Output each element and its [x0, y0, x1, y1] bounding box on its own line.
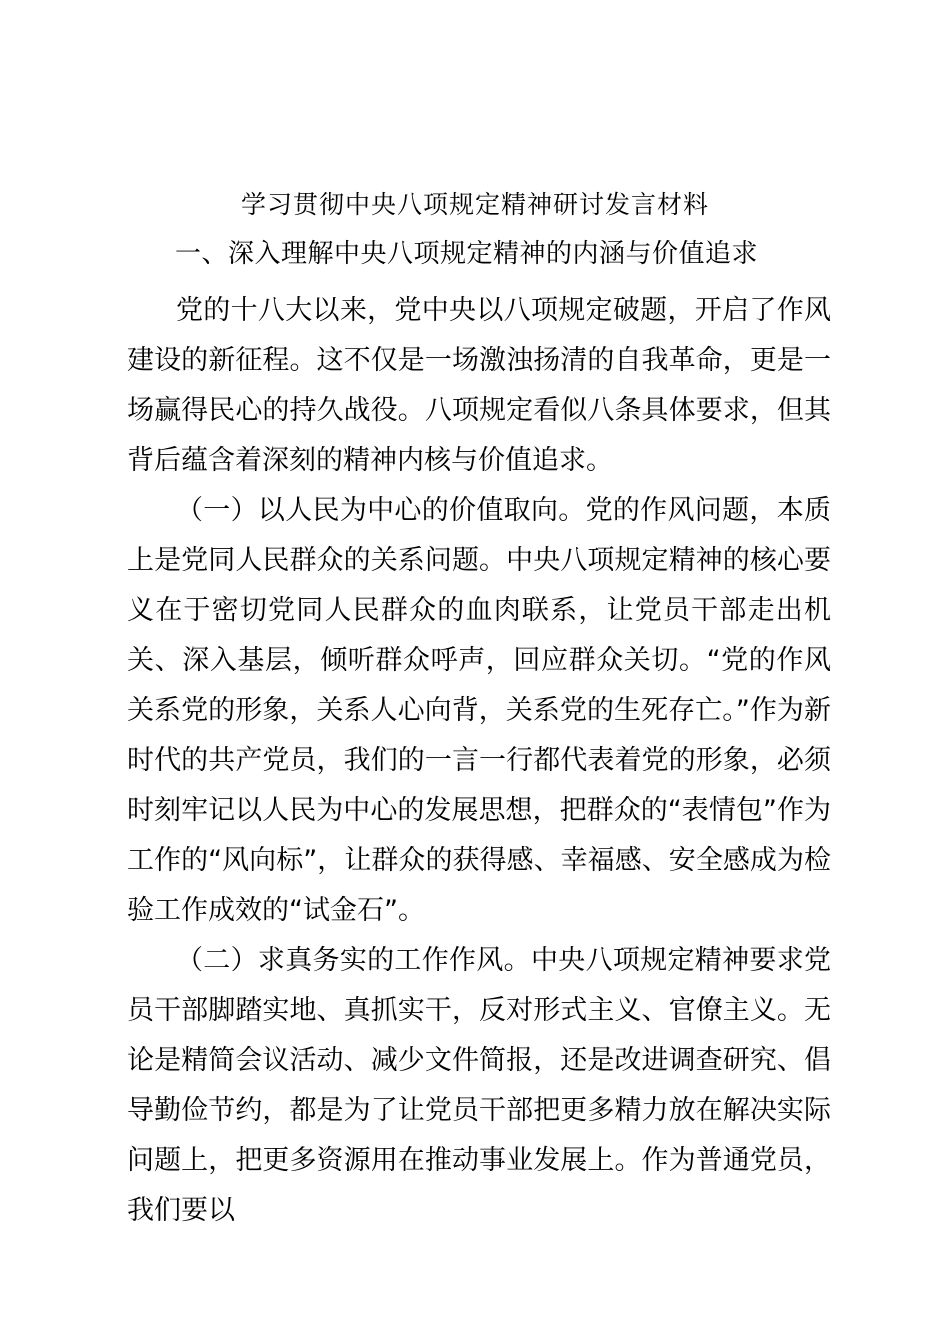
section-heading: 一、深入理解中央八项规定精神的内涵与价值追求: [175, 239, 759, 269]
paragraph-intro: 党的十八大以来，党中央以八项规定破题，开启了作风建设的新征程。这不仅是一场激浊扬清的自我革命，更是一场赢得民心的持久战役。八项规定看似八条具体要求，但其背后蕴含着深刻的精神内核与价值追求。: [127, 295, 831, 476]
paragraph-people-centered: （一）以人民为中心的价值取向。党的作风问题，本质上是党同人民群众的关系问题。中央八项规定精神的核心要义在于密切党同人民群众的血肉联系，让党员干部走出机关、深入基层，倾听群众呼声，回应群众关切。“党的作风关系党的形象，关系人心向背，关系党的生死存亡。”作为新时代的共产党员，我们的一言一行都代表着党的形象，必须时刻牢记以人民为中心的发展思想，把群众的“表情包”作为工作的“风向标”，让群众的获得感、幸福感、安全感成为检验工作成效的“试金石”。: [127, 495, 831, 926]
document-title: 学习贯彻中央八项规定精神研讨发言材料: [240, 190, 709, 219]
document-body: [127, 286, 831, 1236]
paragraph-pragmatic-style: （二）求真务实的工作作风。中央八项规定精神要求党员干部脚踏实地、真抓实干，反对形式主义、官僚主义。无论是精简会议活动、减少文件简报，还是改进调查研究、倡导勤俭节约，都是为了让党员干部把更多精力放在解决实际问题上，把更多资源用在推动事业发展上。作为普通党员，我们要以: [127, 945, 831, 1226]
